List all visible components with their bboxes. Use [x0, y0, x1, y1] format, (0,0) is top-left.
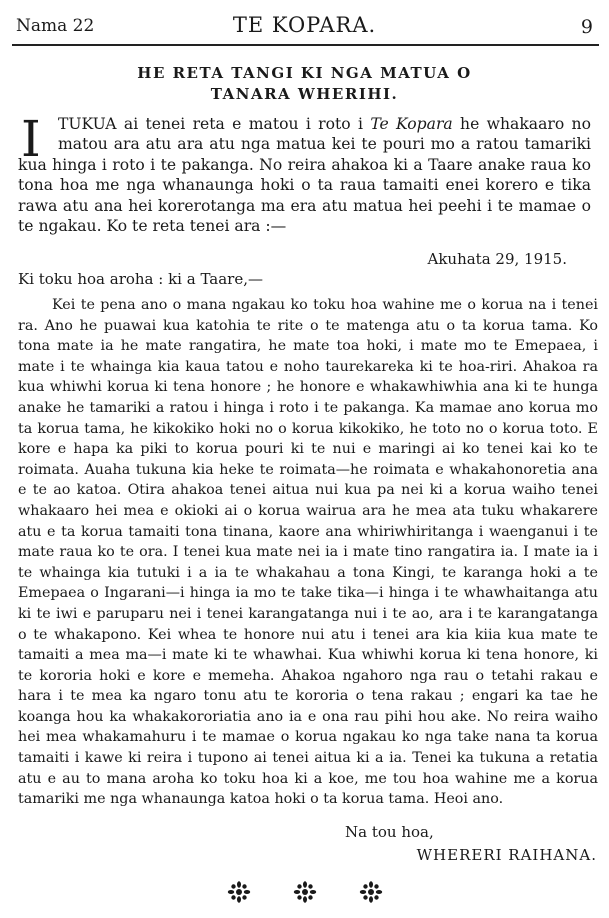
header-rule — [12, 44, 599, 46]
running-header — [0, 0, 609, 40]
page-number: 9 — [580, 16, 593, 38]
issue-number: Nama 22 — [16, 16, 95, 36]
drop-cap: I — [21, 110, 41, 168]
article-title-line-1: HE RETA TANGI KI NGA MATUA O — [137, 64, 472, 82]
flower-ornament-icon — [292, 881, 318, 903]
letter-salutation: Ki toku hoa aroha : ki a Taare,— — [18, 270, 263, 288]
flower-ornament-icon — [358, 881, 384, 903]
ornament-row — [0, 881, 609, 903]
publication-title: TE KOPARA. — [232, 13, 377, 37]
intro-text-2: he whakaaro no matou ara atu ara atu nga matua kei te pouri mo a ratou tamariki kua hinga i roto i te pakanga. No reira ahakoa ki a Taare anake raua ko tona hoa me nga whanaunga hoki o ta raua tamaiti enei korero e tika rawa atu ana hei korerotanga ma era atu matua hei peehi i te mamae o te ngakau. Ko te reta tenei ara :— — [18, 115, 591, 236]
flower-ornament-icon — [226, 881, 252, 903]
intro-text-1: TUKUA ai tenei reta e matou i roto i — [58, 115, 371, 133]
letter-body: Kei te pena ano o mana ngakau ko toku hoa wahine me o korua na i tenei ra. Ano he puawai kua katohia te rite o te matenga atu o ta korua tama. Ko tona mate ia he mate rangatira, he mate toa hoki, i mate mo te Emepaea, i mate i te whainga kia kaua tatou e noho taurekareka ki te hoa-riri. Ahakoa ra kua whiwhi korua ki tena honore ; he honore e whakawhiwhia ana ki te hunga anake he tamariki a ratou i hinga i roto i te pakanga. Ka mamae ano korua mo ta korua tama, he kikokiko hoki no o korua kikokiko, he toto no o korua toto. E kore e hapa ka piki to korua pouri ki te nui e maringi ai ko tenei kai ko te roimata. Auaha tukuna kia heke te roimata—he roimata e whakahonoretia ana e te ao katoa. Otira ahakoa tenei aitua nui kua pa nei ki a korua waiho tenei whakaaro hei mea e okioki ai o korua wairua ara he mea ata tuku whakarere atu e ta korua tamaiti tona tinana, kaore ana whiriwhiritanga i waenganui i te mate raua ko te ora. I tenei kua mate nei ia i mate tino rangatira ia. I mate ia i te whainga kia tutuki i a ia te whakahau a tona Kingi, te karanga hoki a te Emepaea o Ingarani—i hinga ia mo te take tika—i hinga i te whawhaitanga atu ki te iwi e paruparu nei i tenei karangatanga nui i te ao, ara i te karangatanga o te whakapono. Kei whea te honore nui atu i tenei ara kia kiia kua mate te tamaiti a mea ma—i mate ki te whawhai. Kua whiwhi korua ki tena honore, ki te kororia hoki e kore e memeha. Ahakoa ngahoro nga rau o tetahi rakau e hara i te mea ka ngaro tonu atu te kororia o tena rakau ; engari ka tae he koanga hou ka whakakororiatia ano ia e ona rau pihi hou ake. No reira waiho hei mea whakamahuru i te mamae o korua ngakau ko nga take nana ta korua tamaiti i kawe ki reira i tupono ai tenei aitua ki a ia. Tenei ka tukuna a retatia atu e au to mana aroha ko toku hoa ki a koe, me tou hoa wahine me a korua tamariki me nga whanaunga katoa hoki o ta korua tama. Heoi ano. — [18, 297, 598, 808]
intro-paragraph — [18, 110, 591, 236]
intro-publication-name: Te Kopara — [370, 115, 453, 133]
letter-date: Akuhata 29, 1915. — [427, 250, 567, 268]
article-title-line-2: TANARA WHERIHI. — [210, 85, 399, 103]
letter-signoff: Na tou hoa, — [345, 823, 434, 841]
letter-signature: WHERERI RAIHANA. — [416, 846, 597, 864]
